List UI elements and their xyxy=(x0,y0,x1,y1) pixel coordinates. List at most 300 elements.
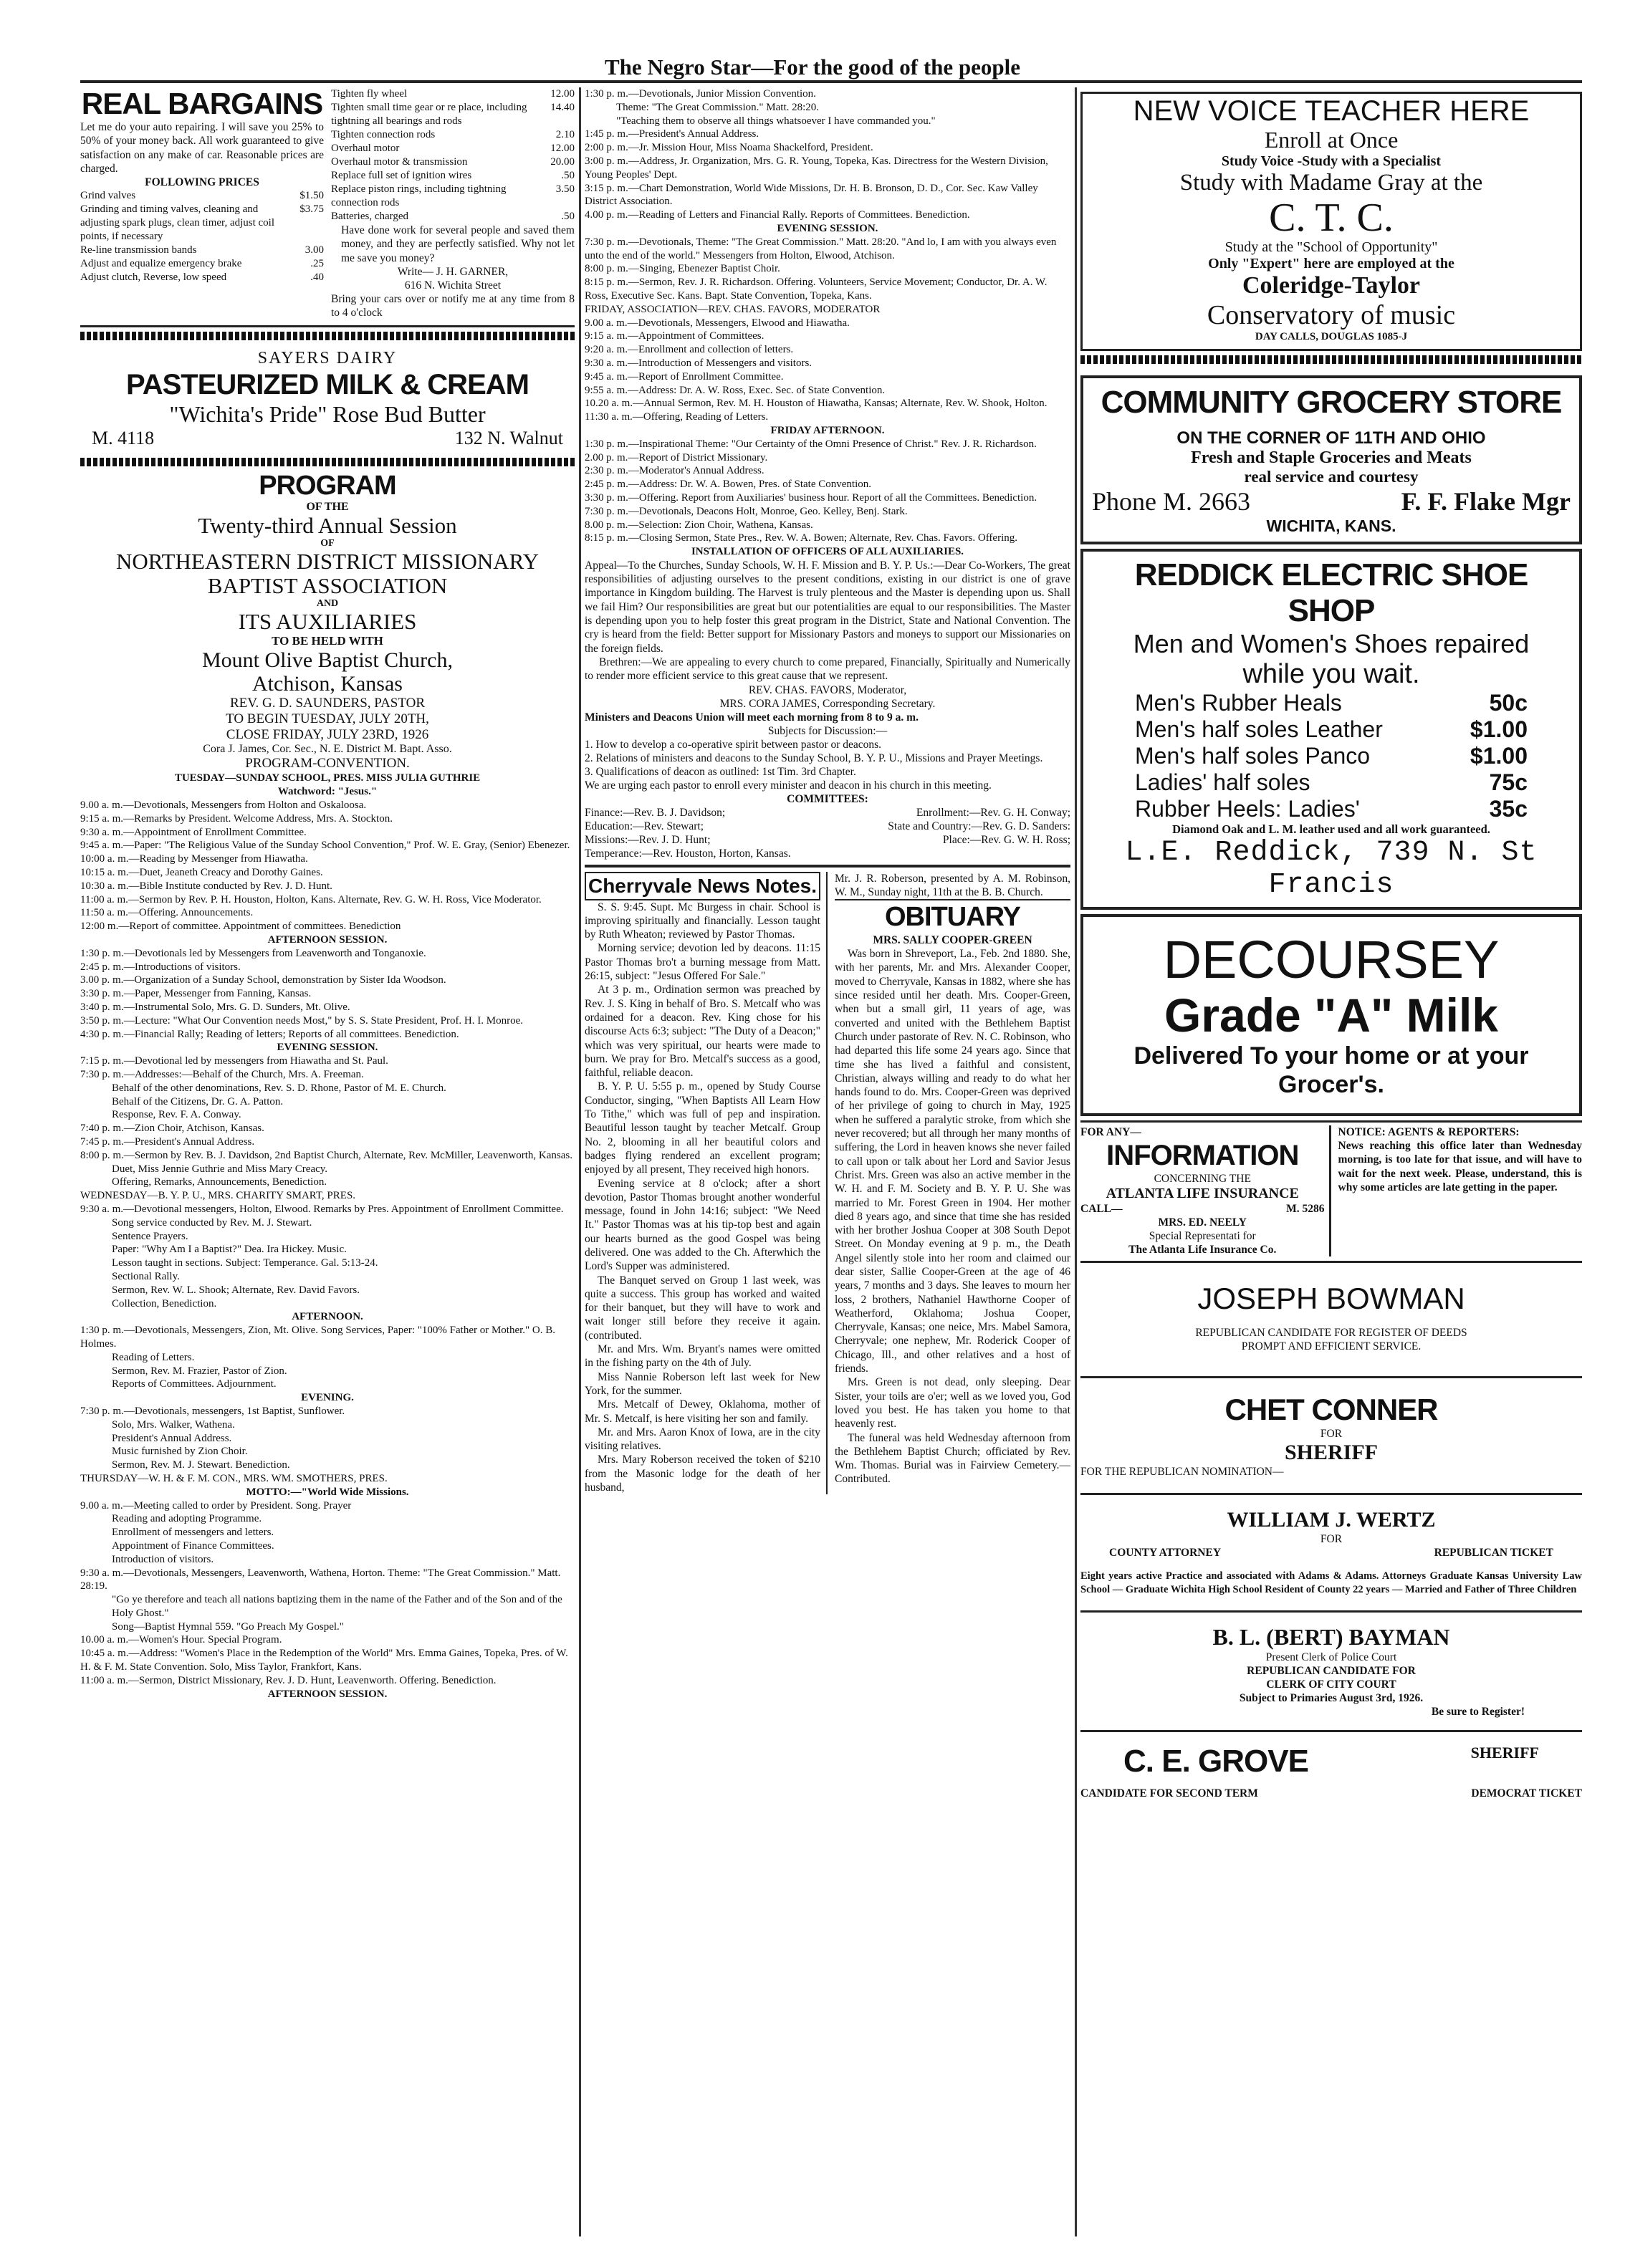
program-line: AFTERNOON SESSION. xyxy=(267,1688,388,1700)
committee-right: Place:—Rev. G. W. H. Ross; xyxy=(942,833,1070,846)
conner-nomination: FOR THE REPUBLICAN NOMINATION— xyxy=(1080,1466,1284,1478)
price-label: Tighten fly wheel xyxy=(331,88,408,100)
shoe-item-label: Ladies' half soles xyxy=(1135,769,1310,795)
program-line: Behalf of the Citizens, Dr. G. A. Patton. xyxy=(112,1095,284,1107)
paragraph: Mrs. Metcalf of Dewey, Oklahoma, mother of Mr. S. Metcalf, is here visiting her son and family. xyxy=(585,1398,820,1425)
program-title: PROGRAM xyxy=(259,471,396,501)
subjects-heading: Subjects for Discussion:— xyxy=(767,724,888,737)
notice-body: News reaching this office later than Wednesday morning, is too late for that issue, and will have to wait for the next week. Please, understand, this is why some articles are late getting in the paper. xyxy=(1338,1140,1582,1193)
program-line: 9:30 a. m.—Devotional messengers, Holton, Elwood. Remarks by Pres. Appointment of Enrollment Committee. xyxy=(80,1203,564,1215)
program-line: 7:30 p. m.—Devotionals, Theme: "The Great Commission." Matt. 28:20. "And lo, I am with you always even unto the end of the world." Messengers from Holton, Elwood, Atchison. xyxy=(585,236,1057,261)
milk-deliver: Delivered To your home or at your Grocer's. xyxy=(1133,1042,1529,1098)
column-3 xyxy=(1080,87,1582,1807)
shoe-price-row xyxy=(1092,716,1571,743)
program-line: 7:30 p. m.—Devotionals, messengers, 1st Baptist, Sunflower. xyxy=(80,1405,345,1417)
urging-text: We are urging each pastor to enroll every minister and deacon in his church in this meeting. xyxy=(585,779,992,792)
program-church: Mount Olive Baptist Church, xyxy=(202,648,453,673)
program-schedule xyxy=(80,772,575,1701)
paragraph: The funeral was held Wednesday afternoon from the Bethlehem Baptist Church; officiated by Rev. Wm. Thomas. Burial was in Fairview Cemetery.—Contributed. xyxy=(835,1431,1070,1486)
program-line: WEDNESDAY—B. Y. P. U., MRS. CHARITY SMART, PRES. xyxy=(80,1190,356,1202)
program-line: 10:45 a. m.—Address: "Women's Place in the Redemption of the World" Mrs. Emma Gaines, Topeka, Pres. of W. H. & F. M. State Convention. Solo, Miss Taylor, Frankfort, Kans. xyxy=(80,1648,568,1673)
shoe-guarantee: Diamond Oak and L. M. leather used and all work guaranteed. xyxy=(1172,822,1490,836)
garner-ad xyxy=(80,87,575,327)
bowman-line2: PROMPT AND EFFICIENT SERVICE. xyxy=(1241,1340,1422,1352)
program-line: 9:15 a. m.—Appointment of Committees. xyxy=(585,330,764,342)
obituary-paragraphs xyxy=(835,947,1070,1486)
insurance-ad xyxy=(1080,1125,1331,1256)
grocery-title: COMMUNITY GROCERY STORE xyxy=(1101,385,1562,420)
grove-ad xyxy=(1080,1736,1582,1807)
column-rule xyxy=(1075,87,1077,2236)
committee-row xyxy=(585,833,1070,847)
program-line: 11:00 a. m.—Sermon by Rev. P. H. Houston, Holton, Kans. Alternate, Rev. G. W. H. Ross, Vice Moderator. xyxy=(80,893,542,905)
bayman-line3: CLERK OF CITY COURT xyxy=(1266,1678,1396,1691)
wertz-bio: Eight years active Practice and associated with Adams & Adams. Attorneys Graduate Kansas University Law School — Graduate Wichita High School Resident of County 22 years — Married and Father of Three Children xyxy=(1080,1570,1582,1596)
grocery-ad xyxy=(1080,375,1582,544)
ministers-notice: Ministers and Deacons Union will meet each morning from 8 to 9 a. m. xyxy=(585,711,919,724)
program-line: Sectional Rally. xyxy=(112,1270,180,1282)
program-line: EVENING SESSION. xyxy=(277,1042,378,1054)
column-rule xyxy=(579,87,581,2236)
subject-item: 1. How to develop a co-operative spirit between pastor or deacons. xyxy=(585,738,882,751)
committee-left: Missions:—Rev. J. D. Hunt; xyxy=(585,833,711,846)
price-label: Tighten small time gear or re place, including tightning all bearings and rods xyxy=(331,102,527,127)
price-value: 3.50 xyxy=(555,183,575,195)
subject-item: 2. Relations of ministers and deacons to the Sunday School, B. Y. P. U., Missions and Prayer Meetings. xyxy=(585,751,1043,764)
shoe-item-label: Men's Rubber Heals xyxy=(1135,690,1342,716)
bayman-ad xyxy=(1080,1617,1582,1726)
masthead-rule xyxy=(80,80,1582,83)
grocery-city: WICHITA, KANS. xyxy=(1266,516,1396,535)
paragraph: Evening service at 8 o'clock; after a short devotion, Pastor Thomas brought another wonderful message, found in John 14:16; subject: "We Need It." Pastor Thomas was at his tip-top best and again our hearts burned as the good Gospel was being delivered. One was added to the Ch. Afterwhich the Lord's Supper was administered. xyxy=(585,1177,820,1273)
price-value: 2.10 xyxy=(555,129,575,140)
program-line: Song service conducted by Rev. M. J. Stewart. xyxy=(112,1216,312,1229)
obituary-name: MRS. SALLY COOPER-GREEN xyxy=(873,934,1032,947)
price-row xyxy=(331,128,575,142)
shoe-price-row xyxy=(1092,796,1571,822)
paragraph: The Banquet served on Group 1 last week, was quite a success. This group has worked and waited for their banquet, but they will have to work and wait longer still before they receive it again. (contributed. xyxy=(585,1274,820,1342)
paragraph: Morning service; devotion led by deacons. 11:15 Pastor Thomas bro't a burning message from Matt. 26:15, subject: "Jesus Offered For Sale." xyxy=(585,942,820,983)
program-line: FRIDAY, ASSOCIATION—REV. CHAS. FAVORS, MODERATOR xyxy=(585,303,881,315)
section-rule xyxy=(1080,1610,1582,1613)
voice-school: Study at the "School of Opportunity" xyxy=(1224,239,1438,255)
program-line: 2:00 p. m.—Jr. Mission Hour, Miss Noama Shackelford, President. xyxy=(585,142,873,154)
paragraph: Miss Nannie Roberson left last week for New York, for the summer. xyxy=(585,1370,820,1397)
shoe-wait: while you wait. xyxy=(1242,659,1420,689)
program-line: Collection, Benediction. xyxy=(112,1297,217,1310)
dairy-name: SAYERS DAIRY xyxy=(257,349,398,368)
voice-teacher-ad xyxy=(1080,92,1582,351)
grocery-service: real service and courtesy xyxy=(1244,468,1419,486)
voice-enroll: Enroll at Once xyxy=(1264,127,1399,153)
dairy-slogan: "Wichita's Pride" Rose Bud Butter xyxy=(169,401,486,428)
program-line: 3:50 p. m.—Lecture: "What Our Convention needs Most," by S. S. State President, Prof. H. I. Monroe. xyxy=(80,1014,524,1027)
committee-row xyxy=(585,847,1070,860)
program-line: 9:30 a. m.—Devotionals, Messengers, Leavenworth, Wathena, Horton. Theme: "The Great Commission." Matt. 28:19. xyxy=(80,1567,561,1592)
program-continued xyxy=(585,87,1070,860)
program-line: FRIDAY AFTERNOON. xyxy=(770,424,885,436)
ornament-rule xyxy=(1080,355,1582,364)
price-value: .40 xyxy=(310,272,324,284)
program-line: 10:00 a. m.—Reading by Messenger from Hiawatha. xyxy=(80,853,308,865)
garner-closing: Have done work for several people and saved them money, and they are perfectly satisfied. Why not let me save you money? xyxy=(341,224,575,264)
program-line: Lesson taught in sections. Subject: Temperance. Gal. 5:13-24. xyxy=(112,1257,378,1269)
program-line: 9:15 a. m.—Remarks by President. Welcome Address, Mrs. A. Stockton. xyxy=(80,812,393,825)
program-line: Sermon, Rev. M. Frazier, Pastor of Zion. xyxy=(112,1365,287,1377)
program-begin: TO BEGIN TUESDAY, JULY 20TH, xyxy=(226,711,429,727)
section-rule xyxy=(1080,1493,1582,1495)
program-line: 8:15 p. m.—Sermon, Rev. J. R. Richardson. Offering. Volunteers, Service Movement; Conductor, Dr. A. W. Ross, Executive Sec. Kans. Bapt. State Convention, Topeka, Kans. xyxy=(585,277,1048,302)
paragraph: Was born in Shreveport, La., Feb. 2nd 1880. She, with her parents, Mr. and Mrs. Alexander Cooper, moved to Cherryvale, Kansas in 1882, where she has since resided until her death. Mrs. Cooper-Green, when but a small girl, 11 years of age, was converted and united with the Bethlehem Baptist Church under pastorate of Rev. N. C. Robinson, who had departed this life some 24 years ago. Since that time she has lived a faithful and consistent, Christian, always willing and ready to do what her hands found to do. Mrs. Cooper-Green was deprived of her privilege of going to church in May, 1925 when he suffered a paralytic stroke, from which she never recovered; but all through her many months of suffering, the Lord in heaven knows she never failed to call upon or talk about her Lord and Savior Jesus Christ. Mrs. Green was also an active member in the W. H. and F. M. Society and B. Y. P. U. She was married to Mr. Forest Green in 1904. Her mother died 8 years ago, and since that time she has resided with her brother Joshua Cooper at 308 South Depot Street. On Monday evening at 9 p. m., the Death Angel silently stole into her room and claimed our dear sister, Sallie Cooper-Green at the age of 46 years, 7 months and 3 days. She leaves to mourn her loss, 2 brothers, Nathaniel Hawthorne Cooper of Weatherford, Oklahoma; Joshua Cooper, Cherryvale, Kansas; one neice, Mrs. Mabel Samora, Cherryvale; one nephew, Mr. Roderick Cooper of Chicago, Ill., and other relatives and a host of friends. xyxy=(835,948,1070,1375)
shoe-item-label: Rubber Heels: Ladies' xyxy=(1135,796,1360,822)
wertz-ticket: REPUBLICAN TICKET xyxy=(1434,1547,1553,1559)
program-appeal: Appeal—To the Churches, Sunday Schools, W. H. F. Mission and B. Y. P. Us.:—Dear Co-Workers, The great responsibilities of adjusting ourselves to the present conditions, existing in our district is one of grave importance in Kingdom building. The Harvest is truly plenteous and the Master is depending upon us. Shall we fail Him? Our responsibilities are great but our potentialities are equal to our responsibilities. The Master is depending upon you to help foster this great program in the District, State and National Convention. The cry is heard from the field: Better support for Missionary Pastors and moneys to support our Missionaries on the foreign fields. xyxy=(585,559,1070,655)
price-value: 12.00 xyxy=(550,143,575,154)
paragraph: Mrs. Green is not dead, only sleeping. Dear Sister, your toils are o'er; well as we loved you, God loved you best. He has taken you home to that heavenly rest. xyxy=(835,1376,1070,1431)
program-line: Music furnished by Zion Choir. xyxy=(112,1446,248,1458)
program-line: Introduction of visitors. xyxy=(112,1553,214,1565)
program-line: 11:50 a. m.—Offering. Announcements. xyxy=(80,907,254,919)
grove-ticket: DEMOCRAT TICKET xyxy=(1471,1787,1582,1799)
program-line: "Teaching them to observe all things whatsoever I have commanded you." xyxy=(616,115,936,127)
bayman-name: B. L. (BERT) BAYMAN xyxy=(1212,1623,1450,1650)
wertz-name: WILLIAM J. WERTZ xyxy=(1227,1508,1436,1532)
committee-left: Finance:—Rev. B. J. Davidson; xyxy=(585,806,726,819)
program-line: Watchword: "Jesus." xyxy=(277,786,378,798)
insurance-phone: M. 5286 xyxy=(1286,1203,1325,1215)
program-line: Solo, Mrs. Walker, Wathena. xyxy=(112,1418,235,1431)
price-list-left xyxy=(80,189,324,284)
price-value: .25 xyxy=(310,258,324,270)
paragraph: S. S. 9:45. Supt. Mc Burgess in chair. School is improving spiritually and financially. Lesson taught by Ruth Wheaton; reviewed by Pastor Thomas. xyxy=(585,900,820,941)
program-of-the: OF THE xyxy=(306,501,349,514)
garner-ad-title: REAL BARGAINS xyxy=(81,87,323,120)
program-line: 10.20 a. m.—Annual Sermon, Rev. M. H. Houston of Hiawatha, Kansas; Alternate, Rev. W. Shook, Holton. xyxy=(585,398,1048,410)
program-line: TUESDAY—SUNDAY SCHOOL, PRES. MISS JULIA GUTHRIE xyxy=(174,772,481,784)
voice-study2: Study with Madame Gray at the xyxy=(1179,170,1483,196)
notice-title: NOTICE: AGENTS & REPORTERS: xyxy=(1338,1126,1520,1138)
program-line: Sentence Prayers. xyxy=(112,1230,188,1242)
voice-calls: DAY CALLS, DOUGLAS 1085-J xyxy=(1255,331,1408,342)
program-line: 12:00 m.—Report of committee. Appointment of committees. Benediction xyxy=(80,921,401,933)
price-row xyxy=(331,155,575,169)
garner-write: Write— J. H. GARNER, xyxy=(397,265,509,278)
program-article xyxy=(80,471,575,1701)
conner-name: CHET CONNER xyxy=(1224,1393,1438,1426)
program-line: Behalf of the other denominations, Rev. S. D. Rhone, Pastor of M. E. Church. xyxy=(112,1082,446,1094)
grocery-manager: F. F. Flake Mgr xyxy=(1401,487,1571,516)
program-line: MOTTO:—"World Wide Missions. xyxy=(246,1486,409,1498)
program-line: 9:55 a. m.—Address: Dr. A. W. Ross, Exec. Sec. of State Convention. xyxy=(585,384,886,396)
voice-title: NEW VOICE TEACHER HERE xyxy=(1133,95,1530,127)
conner-ad xyxy=(1080,1383,1582,1489)
grove-name: C. E. GROVE xyxy=(1123,1743,1308,1779)
column-2 xyxy=(585,87,1070,1494)
program-line: 3:00 p. m.—Address, Jr. Organization, Mrs. G. R. Young, Topeka, Kas. Directress for the Western Division, Young Peoples' Dept. xyxy=(585,155,1048,181)
obituary xyxy=(835,872,1070,1495)
program-pastor: REV. G. D. SAUNDERS, PASTOR xyxy=(229,696,426,711)
program-line: EVENING. xyxy=(301,1392,354,1404)
paragraph: Mrs. Mary Roberson received the token of $210 from the Masonic lodge for the death of her husband, xyxy=(585,1453,820,1494)
program-line: 9.00 a. m.—Devotionals, Messengers, Elwood and Hiawatha. xyxy=(585,317,850,329)
conner-office: SHERIFF xyxy=(1284,1441,1379,1464)
garner-address: 616 N. Wichita Street xyxy=(404,279,502,292)
program-association: NORTHEASTERN DISTRICT MISSIONARY BAPTIST ASSOCIATION xyxy=(115,549,540,599)
program-line: 1:45 p. m.—President's Annual Address. xyxy=(585,128,759,140)
program-line: President's Annual Address. xyxy=(112,1432,232,1444)
voice-study1: Study Voice -Study with a Specialist xyxy=(1221,153,1442,169)
price-row xyxy=(80,203,324,244)
program-line: Enrollment of messengers and letters. xyxy=(112,1527,274,1539)
garner-bring: Bring your cars over or notify me at any time from 8 to 4 o'clock xyxy=(331,292,575,319)
program-place: Atchison, Kansas xyxy=(252,672,403,696)
program-line: Reading of Letters. xyxy=(112,1351,195,1363)
subject-item: 3. Qualifications of deacon as outlined: 1st Tim. 3rd Chapter. xyxy=(585,765,856,778)
program-line: 11:30 a. m.—Offering, Reading of Letters. xyxy=(585,411,769,423)
insurance-for-any: FOR ANY— xyxy=(1080,1126,1141,1138)
program-held: TO BE HELD WITH xyxy=(272,634,383,648)
price-list-right xyxy=(331,87,575,224)
bayman-line1: Present Clerk of Police Court xyxy=(1265,1650,1397,1663)
program-line: 9:30 a. m.—Appointment of Enrollment Committee. xyxy=(80,826,307,838)
program-line: 9.00 a. m.—Meeting called to order by President. Song. Prayer xyxy=(80,1499,352,1512)
dairy-address: 132 N. Walnut xyxy=(454,428,563,449)
shoe-item-label: Men's half soles Panco xyxy=(1135,743,1371,769)
price-label: Re-line transmission bands xyxy=(80,244,197,256)
program-line: EVENING SESSION. xyxy=(777,222,878,234)
bowman-ad xyxy=(1080,1267,1582,1372)
program-line: 1:30 p. m.—Devotionals, Junior Mission Convention. xyxy=(585,88,816,100)
shoe-item-price: 50c xyxy=(1489,690,1528,716)
price-label: Grind valves xyxy=(80,190,136,202)
program-convention: PROGRAM-CONVENTION. xyxy=(245,756,410,772)
price-row xyxy=(80,189,324,203)
program-line: 7:40 p. m.—Zion Choir, Atchison, Kansas. xyxy=(80,1123,264,1135)
wertz-ad xyxy=(1080,1499,1582,1606)
program-line: 7:15 p. m.—Devotional led by messengers from Hiawatha and St. Paul. xyxy=(80,1055,388,1067)
program-line: Reports of Committees. Adjournment. xyxy=(112,1378,277,1390)
price-value: 14.40 xyxy=(550,102,575,113)
price-label: Tighten connection rods xyxy=(331,129,436,140)
cherryvale-obituary-block xyxy=(585,872,1070,1495)
program-session: Twenty-third Annual Session xyxy=(198,513,457,539)
program-and: AND xyxy=(316,598,339,610)
program-line: AFTERNOON SESSION. xyxy=(267,934,388,946)
committee-left: Temperance:—Rev. Houston, Horton, Kansas. xyxy=(585,847,791,860)
committee-row xyxy=(585,806,1070,820)
price-value: $1.50 xyxy=(299,190,324,202)
price-row xyxy=(80,244,324,257)
shoe-price-row xyxy=(1092,743,1571,769)
wertz-for: FOR xyxy=(1320,1533,1343,1545)
program-line: 4.00 p. m.—Reading of Letters and Financial Rally. Reports of Committees. Benediction. xyxy=(585,209,970,221)
price-label: Grinding and timing valves, cleaning and adjusting spark plugs, clean timer, adjust coil points, if necessary xyxy=(80,203,275,243)
program-line: 2.00 p. m.—Report of District Missionary. xyxy=(585,451,768,463)
price-label: Replace piston rings, including tightning connection rods xyxy=(331,183,507,208)
program-line: Theme: "The Great Commission." Matt. 28:20. xyxy=(616,101,820,113)
program-line: 3:15 p. m.—Chart Demonstration, World Wide Missions, Dr. H. B. Bronson, D. D., Cor. Sec. Kaw Valley District Association. xyxy=(585,182,1038,208)
grove-office: SHERIFF xyxy=(1470,1743,1539,1762)
price-value: 12.00 xyxy=(550,88,575,100)
price-label: Overhaul motor & transmission xyxy=(331,156,468,168)
program-line: THURSDAY—W. H. & F. M. CON., MRS. WM. SMOTHERS, PRES. xyxy=(80,1472,388,1484)
program-line: 1:30 p. m.—Devotionals led by Messengers from Leavenworth and Tonganoxie. xyxy=(80,947,426,959)
committee-right: Enrollment:—Rev. G. H. Conway; xyxy=(916,806,1070,819)
obituary-title: OBITUARY xyxy=(835,899,1070,933)
program-line: 9:30 a. m.—Introduction of Messengers and visitors. xyxy=(585,357,812,369)
price-row xyxy=(80,271,324,284)
program-line: Offering, Remarks, Announcements, Benediction. xyxy=(112,1176,327,1188)
insurance-special: Special Representati for xyxy=(1149,1230,1256,1242)
prices-heading: FOLLOWING PRICES xyxy=(145,176,259,189)
section-rule xyxy=(1080,1261,1582,1263)
garner-intro: Let me do your auto repairing. I will save you 25% to 50% of your money back. All work guaranteed to give satisfaction on any make of car. Reasonable prices are charged. xyxy=(80,121,324,175)
program-line: Sermon, Rev. W. L. Shook; Alternate, Rev. David Favors. xyxy=(112,1284,360,1296)
program-line: Reading and adopting Programme. xyxy=(112,1513,262,1525)
section-rule xyxy=(1080,1376,1582,1378)
program-secretary: Cora J. James, Cor. Sec., N. E. District M. Bapt. Asso. xyxy=(203,743,452,756)
dairy-product: PASTEURIZED MILK & CREAM xyxy=(126,369,529,401)
price-value: .50 xyxy=(561,211,575,222)
committee-right: State and Country:—Rev. G. D. Sanders: xyxy=(888,820,1070,832)
shoe-price-row xyxy=(1092,769,1571,796)
bayman-line5: Be sure to Register! xyxy=(1431,1705,1525,1718)
bayman-line4: Subject to Primaries August 3rd, 1926. xyxy=(1239,1691,1424,1704)
program-line: 9:20 a. m.—Enrollment and collection of letters. xyxy=(585,344,794,356)
program-line: 3:40 p. m.—Instrumental Solo, Mrs. G. D. Sunders, Mt. Olive. xyxy=(80,1001,350,1014)
paragraph: Mr. and Mrs. Wm. Bryant's names were omitted in the fishing party on the 4th of July. xyxy=(585,1343,820,1370)
paragraph: B. Y. P. U. 5:55 p. m., opened by Study Course Conductor, singing, "When Baptists All Learn How To Tithe," which was full of pep and inspiration. Beautiful lesson taught by teacher Metcalf. Group No. 2, blooming in all her beautiful colors and badges flying rendered an excellent program; enjoyed by all present, They received high honors. xyxy=(585,1080,820,1176)
cherryvale-title: Cherryvale News Notes. xyxy=(585,872,820,900)
price-label: Replace full set of ignition wires xyxy=(331,170,472,181)
voice-name1: Coleridge-Taylor xyxy=(1242,272,1421,299)
paragraph: Mr. and Mrs. Aaron Knox of Iowa, are in the city visiting relatives. xyxy=(585,1426,820,1453)
program-line: Response, Rev. F. A. Conway. xyxy=(112,1109,241,1121)
shoe-sub: Men and Women's Shoes repaired xyxy=(1133,629,1530,658)
grocery-corner: ON THE CORNER OF 11TH AND OHIO xyxy=(1176,428,1486,448)
shoe-shop-ad xyxy=(1080,549,1582,910)
grocery-phone: Phone M. 2663 xyxy=(1092,487,1251,516)
program-line: 8:00 p. m.—Singing, Ebenezer Baptist Choir. xyxy=(585,263,780,275)
price-label: Adjust clutch, Reverse, low speed xyxy=(80,272,227,284)
bayman-line2: REPUBLICAN CANDIDATE FOR xyxy=(1247,1664,1416,1677)
price-label: Overhaul motor xyxy=(331,143,400,154)
program-line: 3:30 p. m.—Paper, Messenger from Fanning, Kansas. xyxy=(80,988,312,1000)
program-line: 4:30 p. m.—Financial Rally; Reading of letters; Reports of all committees. Benediction. xyxy=(80,1028,459,1040)
wertz-office: COUNTY ATTORNEY xyxy=(1109,1547,1222,1559)
insurance-info: INFORMATION xyxy=(1106,1140,1299,1171)
ornament-rule xyxy=(80,332,575,340)
insurance-full: The Atlanta Life Insurance Co. xyxy=(1128,1244,1277,1256)
voice-expert: Only "Expert" here are employed at the xyxy=(1208,256,1454,272)
notice-box xyxy=(1338,1125,1583,1256)
program-line: 3:30 p. m.—Offering. Report from Auxiliaries' business hour. Report of all the Committees. Benediction. xyxy=(585,491,1037,504)
grove-term: CANDIDATE FOR SECOND TERM xyxy=(1080,1787,1258,1799)
program-auxiliaries: ITS AUXILIARIES xyxy=(238,609,417,635)
price-row xyxy=(331,87,575,101)
program-line: 7:30 p. m.—Devotionals, Deacons Holt, Monroe, Geo. Kelley, Benj. Stark. xyxy=(585,505,908,517)
price-row xyxy=(331,142,575,155)
moderator-signature: REV. CHAS. FAVORS, Moderator, xyxy=(748,683,907,696)
program-line: 10.00 a. m.—Women's Hour. Special Program. xyxy=(80,1634,282,1646)
grocery-fresh: Fresh and Staple Groceries and Meats xyxy=(1191,448,1472,467)
dairy-phone: M. 4118 xyxy=(92,428,155,449)
price-value: 3.00 xyxy=(305,244,324,256)
shoe-owner: L.E. Reddick, 739 N. St Francis xyxy=(1125,837,1538,901)
program-line: Duet, Miss Jennie Guthrie and Miss Mary Creacy. xyxy=(112,1163,328,1175)
program-line: 9:45 a. m.—Report of Enrollment Committee. xyxy=(585,370,784,383)
price-label: Adjust and equalize emergency brake xyxy=(80,258,242,270)
milk-name: DECOURSEY xyxy=(1163,930,1500,989)
program-line: 10:30 a. m.—Bible Institute conducted by Rev. J. D. Hunt. xyxy=(80,880,332,892)
ornament-rule xyxy=(80,458,575,466)
price-row xyxy=(331,183,575,210)
program-line: 9.00 a. m.—Devotionals, Messengers from Holton and Oskaloosa. xyxy=(80,799,367,812)
voice-ctc: C. T. C. xyxy=(1269,196,1394,240)
secretary-signature: MRS. CORA JAMES, Corresponding Secretary. xyxy=(719,697,936,710)
shoe-item-price: 75c xyxy=(1489,769,1528,795)
price-row xyxy=(80,257,324,271)
program-line: 8:15 p. m.—Closing Sermon, State Pres., Rev. W. A. Bowen; Alternate, Rev. Chas. Favors. Offering. xyxy=(585,532,1017,544)
program-line: Appointment of Finance Committees. xyxy=(112,1539,274,1552)
program-line: 2:45 p. m.—Address: Dr. W. A. Bowen, Pres. of State Convention. xyxy=(585,479,871,491)
program-of: OF xyxy=(320,538,335,549)
program-line: 7:30 p. m.—Addresses:—Behalf of the Church, Mrs. A. Freeman. xyxy=(80,1069,364,1081)
shoe-price-row xyxy=(1092,690,1571,716)
shoe-price-list xyxy=(1092,690,1571,822)
committees-heading: COMMITTEES: xyxy=(787,792,868,805)
price-row xyxy=(331,101,575,128)
cherryvale-news xyxy=(585,872,828,1495)
insurance-notice-row xyxy=(1080,1120,1582,1256)
program-line: Song—Baptist Hymnal 559. "Go Preach My Gospel." xyxy=(112,1620,344,1633)
paragraph: At 3 p. m., Ordination sermon was preached by Rev. J. S. King in behalf of Bro. S. Metcalf who was ordained for a deacon. Rev. King chose for his discourse Acts 6:3; subject: "The Duty of a Deacon;" which was very spiritual, our hearts were made to burn. We pray for Bro. Metcalf's success as a good, faithful, reliable deacon. xyxy=(585,984,820,1080)
price-value: 20.00 xyxy=(550,156,575,168)
program-line: 3.00 p. m.—Organization of a Sunday School, demonstration by Sister Ida Woodson. xyxy=(80,974,446,986)
committee-left: Education:—Rev. Stewart; xyxy=(585,820,704,832)
price-value: $3.75 xyxy=(299,203,324,216)
program-line: 7:45 p. m.—President's Annual Address. xyxy=(80,1136,255,1148)
voice-name2: Conservatory of music xyxy=(1207,300,1456,330)
program-close: CLOSE FRIDAY, JULY 23RD, 1926 xyxy=(226,727,429,743)
program-line: INSTALLATION OF OFFICERS OF ALL AUXILIARIES. xyxy=(691,546,964,558)
insurance-call: CALL— xyxy=(1080,1203,1123,1215)
program-line: 1:30 p. m.—Inspirational Theme: "Our Certainty of the Omni Presence of Christ." Rev. J. R. Richardson. xyxy=(585,438,1037,450)
program-line: 2:45 p. m.—Introductions of visitors. xyxy=(80,961,241,973)
subjects-list xyxy=(585,738,1070,779)
milk-grade: Grade "A" Milk xyxy=(1164,989,1499,1042)
program-line: 2:30 p. m.—Moderator's Annual Address. xyxy=(585,465,764,477)
program-brethren: Brethren:—We are appealing to every church to come prepared, Financially, Spiritually and Numerically to render more efficient service to this great cause that we represent. xyxy=(585,655,1070,683)
program-schedule-continued xyxy=(585,87,1070,559)
program-line: 8.00 p. m.—Selection: Zion Choir, Wathena, Kansas. xyxy=(585,519,813,531)
cherryvale-paragraphs xyxy=(585,900,820,1495)
program-line: 11:00 a. m.—Sermon, District Missionary, Rev. J. D. Hunt, Leavenworth. Offering. Benediction. xyxy=(80,1674,497,1686)
program-line: 10:15 a. m.—Duet, Jeaneth Creacy and Dorothy Gaines. xyxy=(80,867,323,879)
conner-for: FOR xyxy=(1320,1428,1343,1440)
shoe-title: REDDICK ELECTRIC SHOE SHOP xyxy=(1134,557,1528,628)
obituary-lead: Mr. J. R. Roberson, presented by A. M. Robinson, W. M., Sunday night, 11th at the B. B. Church. xyxy=(835,872,1070,898)
program-line: "Go ye therefore and teach all nations baptizing them in the name of the Father and of the Son and of the Holy Ghost." xyxy=(112,1594,562,1619)
decoursey-milk-ad xyxy=(1080,914,1582,1116)
price-label: Batteries, charged xyxy=(331,211,409,222)
column-1 xyxy=(80,87,575,1701)
shoe-item-price: $1.00 xyxy=(1470,743,1528,769)
program-line: 1:30 p. m.—Devotionals, Messengers, Zion, Mt. Olive. Song Services, Paper: "100% Father or Mother." O. B. Holmes. xyxy=(80,1325,556,1350)
price-value: .50 xyxy=(561,170,575,181)
insurance-agent: MRS. ED. NEELY xyxy=(1158,1216,1247,1229)
committees-list xyxy=(585,806,1070,860)
